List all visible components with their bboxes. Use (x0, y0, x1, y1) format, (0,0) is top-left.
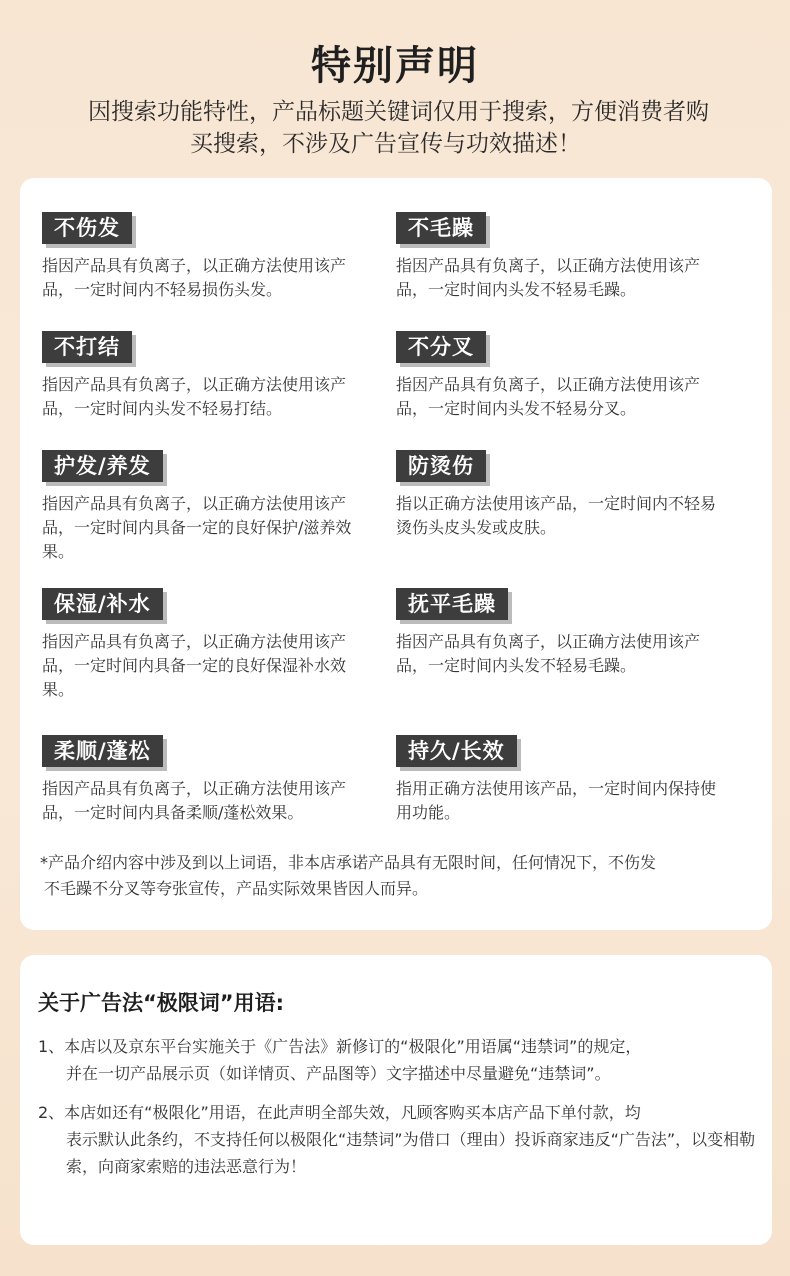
term-description: 指因产品具有负离子，以正确方法使用该产品，一定时间内具备一定的良好保护/滋养效果。 (42, 494, 352, 561)
term-label: 柔顺/蓬松 (42, 735, 163, 767)
term-description: 指因产品具有负离子，以正确方法使用该产品，一定时间内头发不轻易毛躁。 (396, 632, 701, 675)
law-item (38, 1099, 758, 1180)
term-description: 指因产品具有负离子，以正确方法使用该产品，一定时间内具备一定的良好保湿补水效果。 (42, 632, 347, 699)
intro-statement (70, 96, 760, 160)
term-description: 指因产品具有负离子，以正确方法使用该产品，一定时间内头发不轻易毛躁。 (396, 256, 701, 299)
footnote-line-1: *产品介绍内容中涉及到以上词语，非本店承诺产品具有无限时间，任何情况下，不伤发 (40, 853, 657, 872)
intro-line-2: 买搜索，不涉及广告宣传与功效描述！ (190, 131, 581, 157)
term-label: 不毛躁 (396, 212, 486, 244)
term-description: 指因产品具有负离子，以正确方法使用该产品，一定时间内不轻易损伤头发。 (42, 256, 347, 299)
term-description: 指因产品具有负离子，以正确方法使用该产品，一定时间内头发不轻易打结。 (42, 375, 347, 418)
term-block (42, 735, 372, 825)
intro-line-1: 因搜索功能特性，产品标题关键词仅用于搜索，方便消费者购 (88, 99, 709, 125)
term-description: 指以正确方法使用该产品，一定时间内不轻易烫伤头皮头发或皮肤。 (396, 494, 717, 537)
term-block (42, 588, 372, 702)
term-block (396, 331, 726, 421)
term-block (42, 212, 372, 302)
term-description: 指因产品具有负离子，以正确方法使用该产品，一定时间内具备柔顺/蓬松效果。 (42, 779, 347, 822)
term-block (396, 212, 726, 302)
term-label: 不打结 (42, 331, 132, 363)
term-label: 持久/长效 (396, 735, 517, 767)
term-label: 护发/养发 (42, 450, 163, 482)
term-block (42, 331, 372, 421)
law-item-first-line: 2、本店如还有“极限化”用语，在此声明全部失效，凡顾客购买本店产品下单付款，均 (38, 1103, 641, 1122)
term-label: 保湿/补水 (42, 588, 163, 620)
ad-law-card (20, 955, 772, 1245)
term-block (396, 450, 726, 540)
term-label: 不分叉 (396, 331, 486, 363)
law-item (38, 1033, 758, 1087)
footnote-line-2: 不毛躁不分叉等夸张宣传，产品实际效果皆因人而异。 (44, 879, 429, 898)
term-description: 指用正确方法使用该产品，一定时间内保持使用功能。 (396, 779, 717, 822)
term-label: 不伤发 (42, 212, 132, 244)
law-item-first-line: 1、本店以及京东平台实施关于《广告法》新修订的“极限化”用语属“违禁词”的规定， (38, 1037, 642, 1056)
term-block (396, 588, 726, 678)
page-title: 特别声明 (311, 43, 479, 89)
disclaimer-footnote (40, 850, 755, 902)
terms-card (20, 178, 772, 930)
term-block (42, 450, 372, 564)
term-label: 抚平毛躁 (396, 588, 508, 620)
ad-law-heading: 关于广告法“极限词”用语: (38, 991, 285, 1015)
term-description: 指因产品具有负离子，以正确方法使用该产品，一定时间内头发不轻易分叉。 (396, 375, 701, 418)
law-item-rest: 并在一切产品展示页（如详情页、产品图等）文字描述中尽量避免“违禁词”。 (66, 1064, 611, 1083)
term-block (396, 735, 726, 825)
law-item-rest: 表示默认此条约，不支持任何以极限化“违禁词”为借口（理由）投诉商家违反“广告法”，以变相勒索，向商家索赔的违法恶意行为！ (66, 1130, 756, 1176)
term-label: 防烫伤 (396, 450, 486, 482)
